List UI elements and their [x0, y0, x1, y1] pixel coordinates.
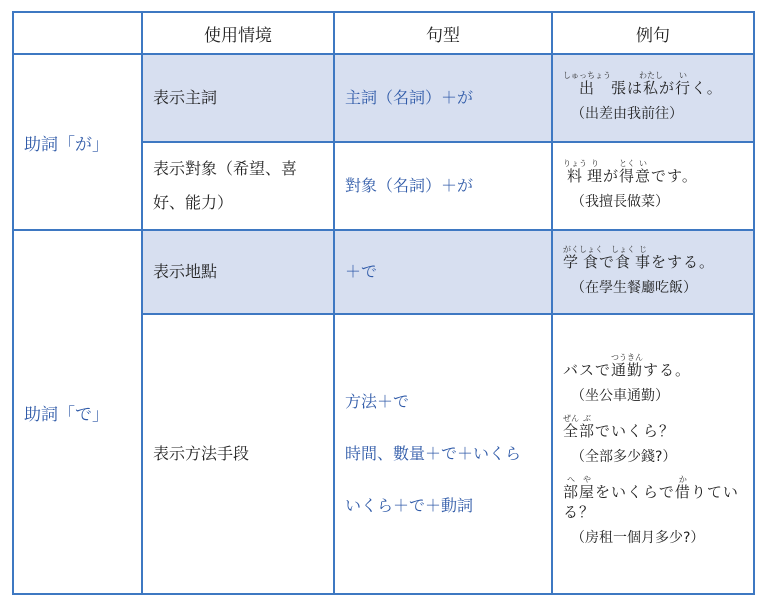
- furigana: ぜん: [563, 413, 580, 423]
- example-translation: （出差由我前往）: [571, 105, 683, 122]
- table-row: [13, 54, 754, 142]
- example-sentence: [563, 475, 743, 522]
- ruby-word: 行い: [675, 70, 692, 97]
- ruby-word: 食しょく: [611, 244, 636, 271]
- example-translation: （房租一個月多少?）: [571, 529, 705, 546]
- example-sentence: [563, 159, 743, 186]
- usage-cell: 表示方法手段: [142, 314, 334, 594]
- furigana: しょく: [611, 244, 636, 254]
- sentence-text: りている？: [563, 482, 739, 521]
- header-category: [13, 12, 142, 54]
- sentence-text: をいくらで: [595, 482, 675, 501]
- category-ga: 助詞「が」: [13, 54, 142, 230]
- furigana: い: [635, 158, 652, 168]
- usage-cell: 表示對象（希望、喜好、能力）: [142, 142, 334, 230]
- furigana: や: [579, 474, 596, 484]
- furigana: へ: [563, 474, 579, 484]
- furigana: しょく: [579, 244, 604, 254]
- example-block: [563, 414, 743, 469]
- sentence-text: が: [659, 78, 676, 97]
- sentence-text: する。: [643, 360, 692, 379]
- furigana: しゅっちょう: [563, 70, 611, 80]
- ruby-word: 食しょく: [579, 244, 604, 271]
- ruby-word: 屋や: [579, 474, 596, 501]
- example-sentence: [563, 353, 743, 380]
- example-cell: [552, 142, 754, 230]
- ruby-word: 部へ: [563, 474, 580, 501]
- ruby-word: 得とく: [619, 158, 636, 185]
- sentence-text: です。: [651, 166, 698, 185]
- sentence-text: をする。: [651, 252, 716, 271]
- example-translation: （全部多少錢?）: [571, 448, 677, 465]
- sentence-text: バスで: [563, 360, 612, 379]
- ruby-word: 理り: [586, 158, 603, 185]
- furigana: ぶ: [579, 413, 596, 423]
- pattern-cell: 對象（名詞）＋が: [334, 142, 552, 230]
- furigana: きん: [627, 352, 644, 362]
- example-translation: （坐公車通勤）: [571, 387, 669, 404]
- example-block: [563, 353, 743, 408]
- ruby-word: 出しゅっちょう: [563, 70, 611, 97]
- ruby-word: 借か: [674, 474, 691, 501]
- ruby-word: 事じ: [635, 244, 652, 271]
- furigana: がく: [563, 244, 580, 254]
- ruby-word: 学がく: [563, 244, 580, 271]
- pattern-line: 時間、數量＋で＋いくら: [345, 444, 522, 463]
- usage-cell: 表示地點: [142, 230, 334, 314]
- furigana: り: [586, 158, 603, 168]
- example-cell: [552, 54, 754, 142]
- ruby-word: 張: [610, 78, 627, 97]
- sentence-text: で: [599, 252, 616, 271]
- header-pattern: 句型: [334, 12, 552, 54]
- sentence-text: は: [627, 78, 644, 97]
- pattern-line: いくら＋で＋動詞: [345, 496, 474, 515]
- example-block: [563, 475, 743, 550]
- table-row: [13, 230, 754, 314]
- ruby-word: 全ぜん: [563, 413, 580, 440]
- ruby-word: 通つう: [611, 352, 628, 379]
- header-row: [13, 12, 754, 54]
- furigana: い: [675, 70, 692, 80]
- category-de: 助詞「で」: [13, 230, 142, 594]
- usage-cell: 表示主詞: [142, 54, 334, 142]
- example-cell: [552, 314, 754, 594]
- grammar-table: [12, 11, 755, 595]
- header-usage: 使用情境: [142, 12, 334, 54]
- header-example: 例句: [552, 12, 754, 54]
- sentence-text: でいくら？: [595, 421, 676, 440]
- furigana: つう: [611, 352, 628, 362]
- ruby-word: 意い: [635, 158, 652, 185]
- example-cell: [552, 230, 754, 314]
- pattern-cell: [334, 314, 552, 594]
- furigana: とく: [619, 158, 636, 168]
- example-translation: （我擅長做菜）: [571, 193, 669, 210]
- pattern-cell: ＋で: [334, 230, 552, 314]
- furigana: か: [674, 474, 691, 484]
- pattern-cell: 主詞（名詞）＋が: [334, 54, 552, 142]
- furigana: じ: [635, 244, 652, 254]
- furigana: りょう: [563, 158, 587, 168]
- example-sentence: [563, 71, 743, 98]
- sentence-text: く。: [691, 78, 723, 97]
- furigana: わたし: [639, 70, 664, 80]
- example-sentence: [563, 414, 743, 441]
- ruby-word: 料りょう: [563, 158, 587, 185]
- example-sentence: [563, 245, 743, 272]
- sentence-text: が: [603, 166, 620, 185]
- example-translation: （在學生餐廳吃飯）: [571, 279, 697, 296]
- ruby-word: 私わたし: [639, 70, 664, 97]
- ruby-word: 部ぶ: [579, 413, 596, 440]
- ruby-word: 勤きん: [627, 352, 644, 379]
- pattern-line: 方法＋で: [345, 392, 410, 411]
